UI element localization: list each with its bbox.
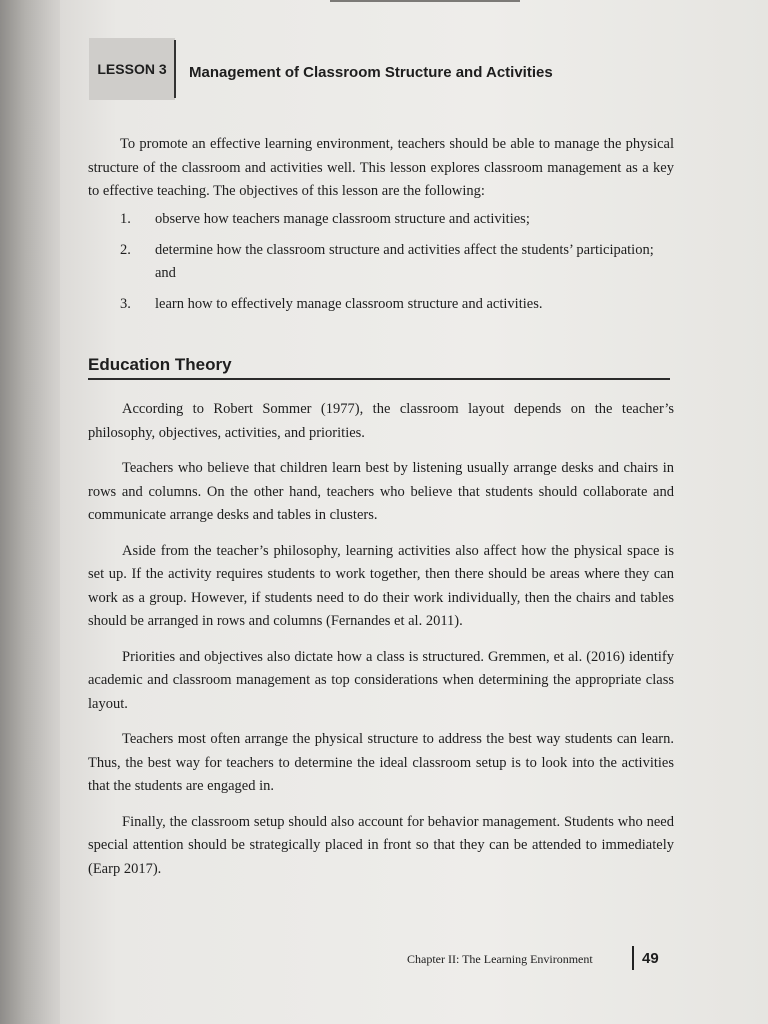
objective-text: observe how teachers manage classroom structure and activities; <box>155 211 530 227</box>
theory-paragraph: Teachers most often arrange the physical structure to address the best way students can learn. Thus, the best way for teachers to determine the ideal classroom setup is to look into the activities that the students are engaged in. <box>88 731 674 794</box>
chapter-footer: Chapter II: The Learning Environment <box>407 952 593 966</box>
theory-paragraph: According to Robert Sommer (1977), the classroom layout depends on the teacher’s philosophy, objectives, activities, and priorities. <box>88 401 674 441</box>
footer-divider <box>632 946 634 970</box>
theory-body <box>88 398 674 893</box>
lesson-label-box <box>89 38 175 100</box>
objective-number: 3. <box>120 295 131 312</box>
objective-number: 2. <box>120 241 131 258</box>
lesson-divider <box>174 40 176 98</box>
section-title: Education Theory <box>88 355 232 374</box>
objective-item <box>120 293 675 317</box>
objectives-list <box>120 208 675 323</box>
objective-item <box>120 208 675 232</box>
intro-paragraph: To promote an effective learning environment, teachers should be able to manage the physical structure of the classroom and activities well. This lesson explores classroom management as a key to effective teaching. The objectives of this lesson are the following: <box>88 136 674 199</box>
objective-text: learn how to effectively manage classroom structure and activities. <box>155 295 543 312</box>
lesson-title: Management of Classroom Structure and Activities <box>189 64 553 81</box>
objective-number: 1. <box>120 211 131 227</box>
objective-item <box>120 239 675 286</box>
page-number: 49 <box>642 950 659 967</box>
theory-paragraph: Priorities and objectives also dictate how a class is structured. Gremmen, et al. (2016) identify academic and classroom management as top considerations when determining the appropriate class layout. <box>88 648 674 712</box>
objective-text: determine how the classroom structure and activities affect the students’ participation; and <box>155 241 654 281</box>
section-rule <box>88 378 670 380</box>
top-edge-line <box>330 0 520 2</box>
theory-paragraph: Aside from the teacher’s philosophy, learning activities also affect how the physical space is set up. If the activity requires students to work together, then there should be areas where they can work as a group. However, if students need to do their work individually, then the chairs and tables should be arranged in rows and columns (Fernandes et al. 2011). <box>88 542 674 629</box>
theory-paragraph: Teachers who believe that children learn best by listening usually arrange desks and chairs in rows and columns. On the other hand, teachers who believe that students should collaborate and communicate arrange desks and tables in clusters. <box>88 460 674 523</box>
lesson-label: LESSON 3 <box>97 61 167 77</box>
theory-paragraph: Finally, the classroom setup should also account for behavior management. Students who need special attention should be strategically placed in front so that they can be attended to immediately (Earp 2017). <box>88 813 674 877</box>
